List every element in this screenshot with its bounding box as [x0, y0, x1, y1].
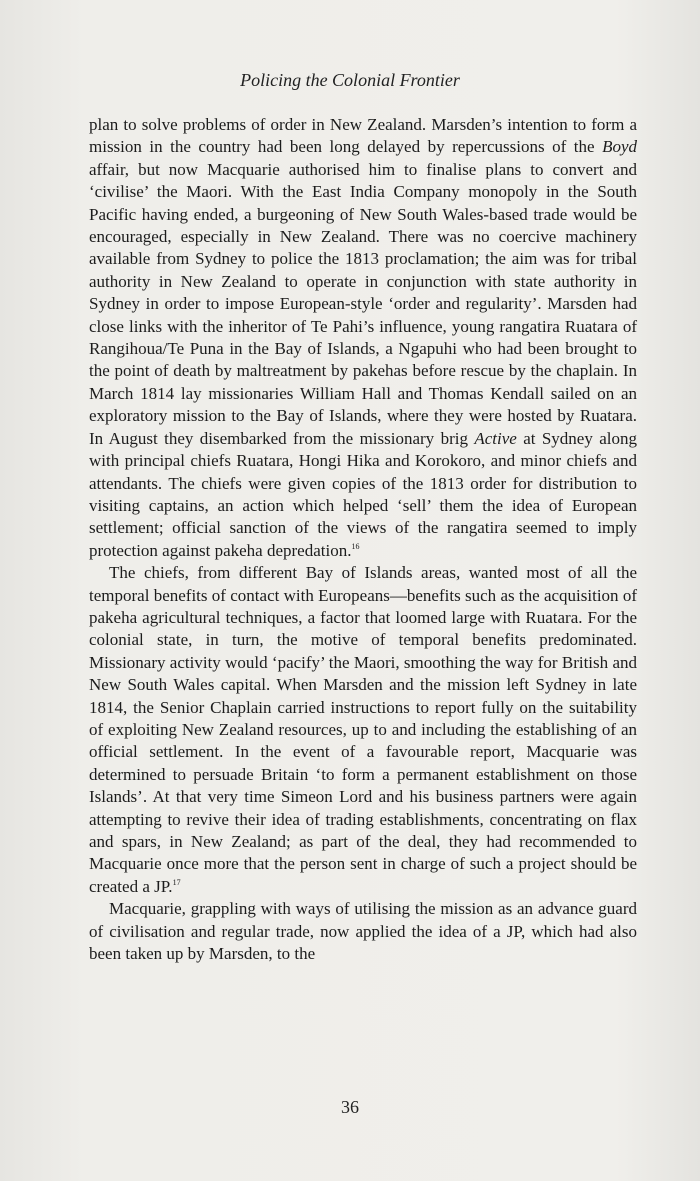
text-run: affair, but now Macquarie authorised him to finalise plans to convert and ‘civilise’ the Maori. With the East India Company monopoly in the South Pacific having ended, a burgeoning of New South Wales-based trade would be encouraged, especially in New Zealand. There was no coercive machinery available from Sydney to police the 1813 proclamation; the aim was for tribal authority in New Zealand to operate in conjunction with state authority in Sydney in order to impose European-style ‘order and regularity’. Marsden had close links with the inheritor of Te Pahi’s influence, young rangatira Ruatara of Rangihoua/Te Puna in the Bay of Islands, a Ngapuhi who had been brought to the point of death by maltreatment by pakehas before rescue by the chaplain. In March 1814 lay missionaries William Hall and Thomas Kendall sailed on an exploratory mission to the Bay of Islands, where they were hosted by Ruatara. In August they disembarked from the missionary brig: [89, 159, 637, 448]
text-run: plan to solve problems of order in New Zealand. Marsden’s intention to form a mission in the country had been long delayed by repercussions of the: [89, 115, 637, 157]
text-run: at Sydney along with principal chiefs Ruatara, Hongi Hika and Korokoro, and minor chiefs and attendants. The chiefs were given copies of the 1813 order for distribution to visiting captains, an action which helped ‘sell’ them the idea of European settlement; official sanction of the views of the rangatira seemed to imply protection against pakeha depredation.: [89, 428, 637, 560]
paragraph-2: [89, 562, 637, 898]
page-number: 36: [341, 1097, 359, 1117]
running-head: Policing the Colonial Frontier: [240, 70, 460, 90]
text-run: The chiefs, from different Bay of Islands areas, wanted most of all the temporal benefits of contact with Europeans—benefits such as the acquisition of pakeha agricultural techniques, a factor that loomed large with Ruatara. For the colonial state, in turn, the motive of temporal benefits predominated. Missionary activity would ‘pacify’ the Maori, smoothing the way for British and New South Wales capital. When Marsden and the mission left Sydney in late 1814, the Senior Chaplain carried instructions to report fully on the suitability of exploiting New Zealand resources, up to and including the establishing of an official settlement. In the event of a favourable report, Macquarie was determined to persuade Britain ‘to form a permanent establishment on those Islands’. At that very time Simeon Lord and his business partners were again attempting to revive their idea of trading establishments, concentrating on flax and spars, in New Zealand; as part of the deal, they had recommended to Macquarie once more that the person sent in charge of such a project should be created a JP.: [89, 563, 637, 896]
paragraph-3: [89, 898, 637, 965]
body-text: [89, 114, 637, 965]
footnote-ref-17: 17: [172, 877, 181, 887]
ship-name-active: Active: [474, 428, 517, 448]
footnote-ref-16: 16: [351, 541, 360, 551]
text-run: Macquarie, grappling with ways of utilising the mission as an advance guard of civilisation and regular trade, now applied the idea of a JP, which had also been taken up by Marsden, to the: [89, 899, 637, 964]
ship-name-boyd: Boyd: [602, 137, 637, 157]
paragraph-1: [89, 114, 637, 562]
